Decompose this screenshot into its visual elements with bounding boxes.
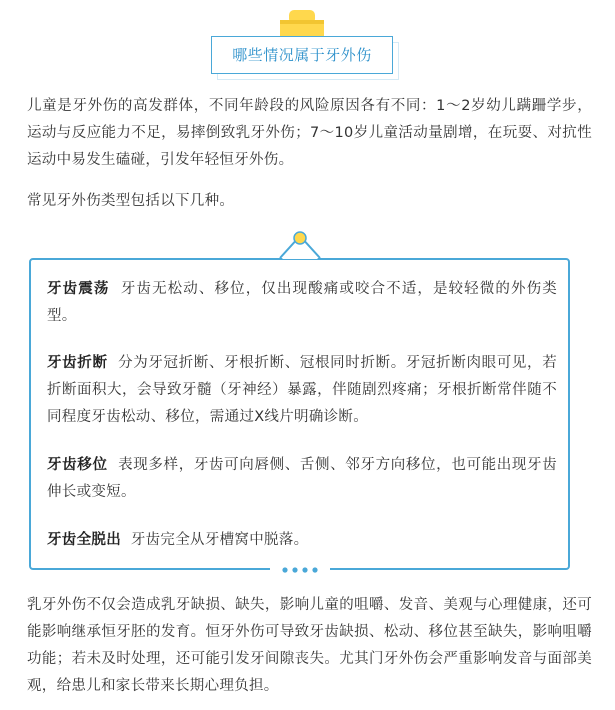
conclusion-paragraph: 乳牙外伤不仅会造成乳牙缺损、缺失，影响儿童的咀嚼、发音、美观与心理健康，还可能影响继承恒牙胚的发育。恒牙外伤可导致牙齿缺损、松动、移位甚至缺失，影响咀嚼功能；若未及时处理，还可能引发牙间隙丧失。尤其门牙外伤会严重影响发音与面部美观，给患儿和家长带来长期心理负担。 bbox=[27, 597, 592, 694]
injury-term: 牙齿全脱出 bbox=[47, 532, 121, 548]
section-title: 哪些情况属于牙外伤 bbox=[232, 46, 372, 64]
injury-desc: 牙齿无松动、移位，仅出现酸痛或咬合不适，是较轻微的外伤类型。 bbox=[47, 281, 557, 324]
card-pin-icon bbox=[278, 228, 322, 262]
injury-term: 牙齿折断 bbox=[47, 355, 108, 371]
types-lead-paragraph: 常见牙外伤类型包括以下几种。 bbox=[27, 193, 235, 209]
injury-desc: 分为牙冠折断、牙根折断、冠根同时折断。牙冠折断肉眼可见，若折断面积大，会导致牙髓（牙神经）暴露，伴随剧烈疼痛；牙根折断常伴随不同程度牙齿松动、移位，需通过X线片明确诊断。 bbox=[47, 355, 557, 425]
section-header bbox=[0, 0, 615, 90]
injury-desc: 表现多样，牙齿可向唇侧、舌侧、邻牙方向移位，也可能出现牙齿伸长或变短。 bbox=[47, 457, 557, 500]
injury-term: 牙齿震荡 bbox=[47, 281, 110, 297]
injury-item-concussion bbox=[47, 276, 557, 330]
card-dots-icon bbox=[270, 560, 330, 580]
injury-item-avulsion bbox=[47, 527, 557, 554]
intro-paragraph: 儿童是牙外伤的高发群体，不同年龄段的风险原因各有不同：1～2岁幼儿蹒跚学步，运动与反应能力不足，易摔倒致乳牙外伤；7～10岁儿童活动量剧增，在玩耍、对抗性运动中易发生磕碰，引发年轻恒牙外伤。 bbox=[27, 98, 592, 168]
injury-item-displacement bbox=[47, 452, 557, 506]
injury-desc: 牙齿完全从牙槽窝中脱落。 bbox=[130, 532, 309, 548]
injury-term: 牙齿移位 bbox=[47, 457, 108, 473]
injury-item-fracture bbox=[47, 350, 557, 431]
